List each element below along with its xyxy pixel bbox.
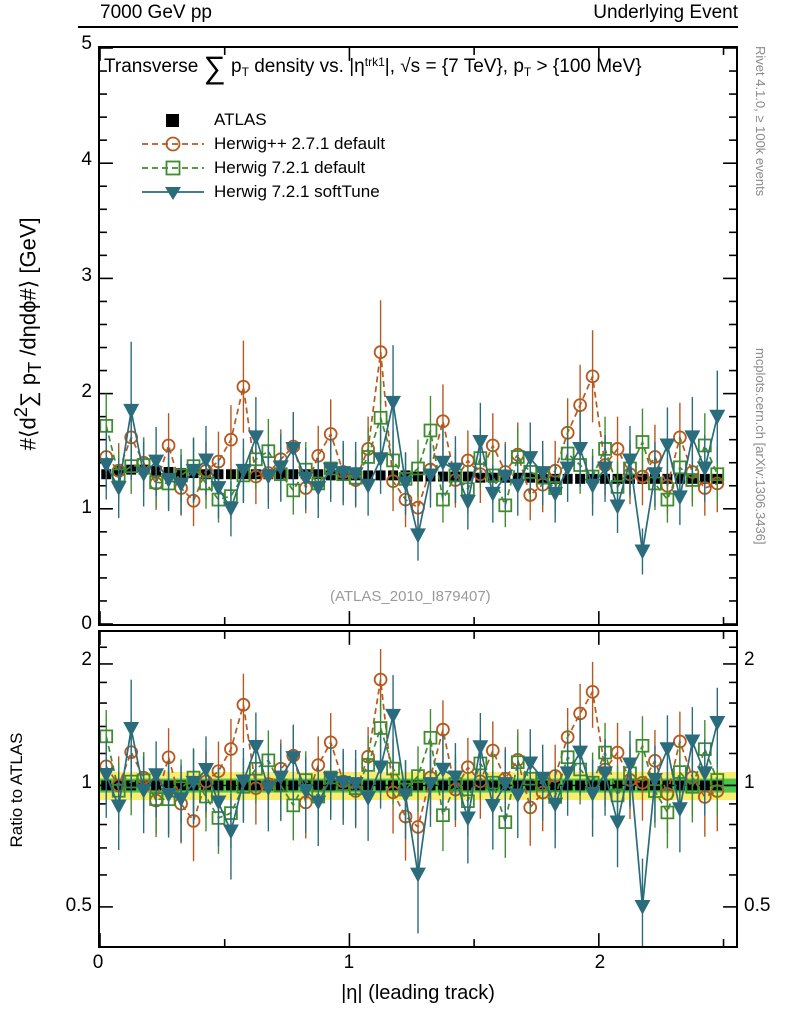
legend-item-atlas (140, 108, 385, 132)
legend-label-herwigpp271: Herwig++ 2.7.1 default (214, 134, 386, 153)
legend-marker-atlas (140, 108, 206, 132)
x-tick-1: 1 (343, 952, 355, 973)
y-axis-label-main: $\#⟨d^2\sum$ $p_T$ /dηdϕ#⟩ [GeV] (10, 217, 45, 451)
y-tick-ratio-left-2: 2 (81, 649, 92, 671)
y-tick-main-1: 1 (81, 497, 92, 518)
ratio-plot-panel (98, 630, 738, 948)
legend-item-herwig721-default (140, 156, 385, 180)
legend-marker-herwigpp271 (140, 132, 206, 156)
y-tick-ratio-left-1: 1 (81, 772, 92, 794)
rivet-version-label: Rivet 4.1.0, ≥ 100k events (753, 46, 768, 197)
legend-marker-herwig721-softtune (140, 180, 206, 204)
y-tick-main-5: 5 (81, 33, 92, 54)
y-tick-main-2: 2 (81, 381, 92, 402)
y-tick-main-0: 0 (81, 613, 92, 634)
y-tick-ratio-left-0.5: 0.5 (65, 895, 92, 917)
legend-label-herwig721-softtune: Herwig 7.2.1 softTune (214, 182, 380, 201)
legend-marker-herwig721-default (140, 156, 206, 180)
analysis-watermark: (ATLAS_2010_I879407) (330, 588, 491, 605)
y-tick-ratio-right-0.5: 0.5 (744, 895, 771, 917)
legend-item-herwig721-softtune (140, 180, 385, 204)
mcplots-label: mcplots.cern.ch [arXiv:1306.3436] (753, 348, 768, 545)
plot-title: Transverse ∑ $p_T$ density vs. $|\eta^{trk1}|$, √s = {7 TeV}, $p_T > \{100$ MeV} (104, 50, 642, 85)
x-tick-0: 0 (92, 952, 104, 973)
ratio-plot-canvas (100, 632, 736, 946)
plot-header (78, 2, 738, 28)
y-tick-main-4: 4 (81, 149, 92, 170)
header-analysis-label: Underlying Event (593, 2, 738, 23)
header-beam-label: 7000 GeV pp (100, 2, 212, 23)
legend-item-herwigpp271 (140, 132, 385, 156)
legend-label-herwig721-default: Herwig 7.2.1 default (214, 158, 366, 177)
y-tick-main-3: 3 (81, 265, 92, 286)
x-axis-label: |η| (leading track) (341, 982, 495, 1004)
x-tick-2: 2 (594, 952, 606, 973)
legend (140, 108, 385, 204)
y-tick-ratio-right-2: 2 (744, 649, 755, 671)
y-tick-ratio-right-1: 1 (744, 772, 755, 794)
legend-label-atlas: ATLAS (214, 110, 267, 129)
header-rule (78, 26, 738, 28)
y-axis-label-ratio: Ratio to ATLAS (7, 732, 26, 848)
